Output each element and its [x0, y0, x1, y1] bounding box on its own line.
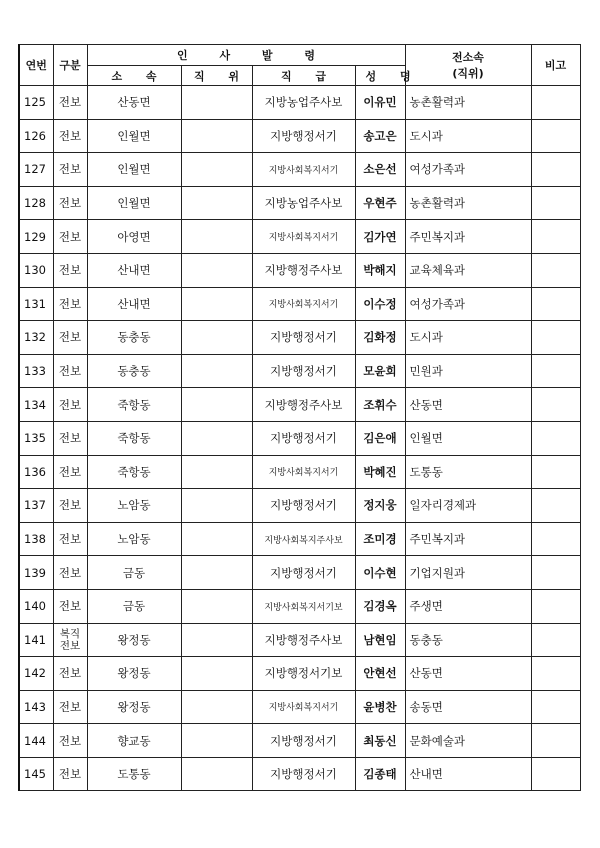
- row-name: 남현임: [355, 623, 405, 657]
- row-type: 전보: [53, 690, 87, 724]
- row-remarks: [531, 388, 580, 422]
- row-org: 동충동: [87, 354, 181, 388]
- table-header: [19, 45, 580, 86]
- table-row: [19, 690, 580, 724]
- row-type: 전보: [53, 589, 87, 623]
- table-row: [19, 321, 580, 355]
- row-org: 왕정동: [87, 690, 181, 724]
- row-remarks: [531, 186, 580, 220]
- row-type: 전보: [53, 354, 87, 388]
- row-type: 전보: [53, 421, 87, 455]
- header-type: 구분: [53, 45, 87, 86]
- row-previous-dept: 주민복지과: [405, 220, 531, 254]
- row-position: [181, 757, 252, 791]
- row-grade: 지방행정서기: [252, 489, 355, 523]
- row-number: 127: [19, 153, 53, 187]
- row-number: 125: [19, 86, 53, 120]
- row-remarks: [531, 321, 580, 355]
- row-org: 죽항동: [87, 388, 181, 422]
- row-previous-dept: 송동면: [405, 690, 531, 724]
- row-previous-dept: 여성가족과: [405, 287, 531, 321]
- table-row: [19, 287, 580, 321]
- row-type-line: 복직: [59, 627, 81, 640]
- row-remarks: [531, 220, 580, 254]
- row-number: 129: [19, 220, 53, 254]
- row-position: [181, 354, 252, 388]
- table-row: [19, 153, 580, 187]
- row-name: 이수현: [355, 556, 405, 590]
- row-name: 조미경: [355, 522, 405, 556]
- row-position: [181, 287, 252, 321]
- row-org: 노암동: [87, 522, 181, 556]
- header-previous-dept-sub: (직위): [452, 67, 484, 80]
- table-row: [19, 354, 580, 388]
- table-row: [19, 589, 580, 623]
- row-grade: 지방행정서기: [252, 119, 355, 153]
- row-number: 138: [19, 522, 53, 556]
- row-remarks: [531, 724, 580, 758]
- table-row: [19, 388, 580, 422]
- row-remarks: [531, 657, 580, 691]
- row-grade: 지방행정서기보: [252, 657, 355, 691]
- row-remarks: [531, 86, 580, 120]
- row-grade: 지방사회복지서기: [252, 690, 355, 724]
- row-position: [181, 522, 252, 556]
- row-remarks: [531, 690, 580, 724]
- table-row: [19, 724, 580, 758]
- row-org: 산내면: [87, 253, 181, 287]
- row-position: [181, 690, 252, 724]
- row-grade: 지방농업주사보: [252, 86, 355, 120]
- table-row: [19, 86, 580, 120]
- table-row: [19, 757, 580, 791]
- row-number: 131: [19, 287, 53, 321]
- row-remarks: [531, 455, 580, 489]
- table-row: [19, 556, 580, 590]
- row-name: 이유민: [355, 86, 405, 120]
- row-grade: 지방농업주사보: [252, 186, 355, 220]
- header-no: 연번: [19, 45, 53, 86]
- row-type: 전보: [53, 86, 87, 120]
- row-type: 전보: [53, 657, 87, 691]
- row-position: [181, 321, 252, 355]
- row-previous-dept: 도통동: [405, 455, 531, 489]
- row-position: [181, 724, 252, 758]
- row-remarks: [531, 489, 580, 523]
- row-remarks: [531, 556, 580, 590]
- row-previous-dept: 여성가족과: [405, 153, 531, 187]
- row-previous-dept: 도시과: [405, 119, 531, 153]
- row-org: 죽항동: [87, 421, 181, 455]
- row-position: [181, 657, 252, 691]
- row-type: 전보: [53, 455, 87, 489]
- row-grade: 지방행정주사보: [252, 623, 355, 657]
- row-previous-dept: 산내면: [405, 757, 531, 791]
- row-previous-dept: 농촌활력과: [405, 86, 531, 120]
- header-previous-dept-label: 전소속: [452, 51, 484, 64]
- row-position: [181, 253, 252, 287]
- row-previous-dept: 주민복지과: [405, 522, 531, 556]
- row-number: 126: [19, 119, 53, 153]
- header-previous-dept: [405, 45, 531, 86]
- table-row: [19, 522, 580, 556]
- row-position: [181, 623, 252, 657]
- row-org: 죽항동: [87, 455, 181, 489]
- row-number: 145: [19, 757, 53, 791]
- row-org: 금동: [87, 556, 181, 590]
- row-number: 130: [19, 253, 53, 287]
- row-remarks: [531, 253, 580, 287]
- row-type: 전보: [53, 186, 87, 220]
- table-row: [19, 253, 580, 287]
- row-remarks: [531, 623, 580, 657]
- row-position: [181, 388, 252, 422]
- row-position: [181, 220, 252, 254]
- row-type: 전보: [53, 522, 87, 556]
- table-body: [19, 86, 580, 791]
- row-org: 산내면: [87, 287, 181, 321]
- row-name: 박혜진: [355, 455, 405, 489]
- row-previous-dept: 주생면: [405, 589, 531, 623]
- row-name: 김가연: [355, 220, 405, 254]
- row-number: 140: [19, 589, 53, 623]
- row-position: [181, 421, 252, 455]
- row-type: 전보: [53, 757, 87, 791]
- row-number: 143: [19, 690, 53, 724]
- row-remarks: [531, 589, 580, 623]
- table-row: [19, 455, 580, 489]
- table-row: [19, 186, 580, 220]
- row-previous-dept: 산동면: [405, 657, 531, 691]
- row-previous-dept: 도시과: [405, 321, 531, 355]
- row-position: [181, 589, 252, 623]
- table-row: [19, 119, 580, 153]
- row-name: 모윤희: [355, 354, 405, 388]
- row-number: 137: [19, 489, 53, 523]
- row-position: [181, 153, 252, 187]
- row-previous-dept: 산동면: [405, 388, 531, 422]
- row-number: 141: [19, 623, 53, 657]
- row-remarks: [531, 287, 580, 321]
- row-number: 139: [19, 556, 53, 590]
- row-name: 김종태: [355, 757, 405, 791]
- row-type: 전보: [53, 253, 87, 287]
- row-grade: 지방사회복지서기: [252, 455, 355, 489]
- row-grade: 지방행정주사보: [252, 253, 355, 287]
- row-grade: 지방행정서기: [252, 724, 355, 758]
- header-remarks: 비고: [531, 45, 580, 86]
- row-type: 전보: [53, 388, 87, 422]
- table-row: [19, 657, 580, 691]
- row-previous-dept: 동충동: [405, 623, 531, 657]
- row-previous-dept: 인월면: [405, 421, 531, 455]
- row-remarks: [531, 421, 580, 455]
- row-grade: 지방사회복지서기: [252, 287, 355, 321]
- row-grade: 지방행정서기: [252, 556, 355, 590]
- row-type: 전보: [53, 724, 87, 758]
- row-name: 이수정: [355, 287, 405, 321]
- row-org: 산동면: [87, 86, 181, 120]
- row-name: 안현선: [355, 657, 405, 691]
- table-row: [19, 623, 580, 657]
- row-name: 우현주: [355, 186, 405, 220]
- header-position: 직 위: [181, 66, 252, 86]
- row-org: 인월면: [87, 186, 181, 220]
- row-org: 도통동: [87, 757, 181, 791]
- row-grade: 지방사회복지주사보: [252, 522, 355, 556]
- row-position: [181, 186, 252, 220]
- row-position: [181, 455, 252, 489]
- table-row: [19, 220, 580, 254]
- row-type: 전보: [53, 287, 87, 321]
- header-org: 소 속: [87, 66, 181, 86]
- personnel-table: [18, 44, 581, 791]
- row-remarks: [531, 354, 580, 388]
- row-org: 노암동: [87, 489, 181, 523]
- row-name: 송고은: [355, 119, 405, 153]
- row-grade: 지방사회복지서기: [252, 220, 355, 254]
- row-grade: 지방사회복지서기보: [252, 589, 355, 623]
- table-row: [19, 421, 580, 455]
- row-remarks: [531, 522, 580, 556]
- row-org: 왕정동: [87, 657, 181, 691]
- row-type: 전보: [53, 321, 87, 355]
- row-type: 전보: [53, 489, 87, 523]
- row-number: 134: [19, 388, 53, 422]
- header-appointment: 인 사 발 령: [87, 45, 405, 66]
- row-previous-dept: 교육체육과: [405, 253, 531, 287]
- row-position: [181, 489, 252, 523]
- row-previous-dept: 일자리경제과: [405, 489, 531, 523]
- row-name: 조휘수: [355, 388, 405, 422]
- row-remarks: [531, 119, 580, 153]
- row-position: [181, 556, 252, 590]
- row-org: 인월면: [87, 119, 181, 153]
- row-org: 인월면: [87, 153, 181, 187]
- row-previous-dept: 기업지원과: [405, 556, 531, 590]
- row-name: 김은애: [355, 421, 405, 455]
- row-name: 김화정: [355, 321, 405, 355]
- header-name: 성 명: [355, 66, 405, 86]
- row-previous-dept: 민원과: [405, 354, 531, 388]
- row-type-line: 전보: [59, 639, 81, 652]
- row-name: 김경옥: [355, 589, 405, 623]
- row-name: 박해지: [355, 253, 405, 287]
- row-number: 144: [19, 724, 53, 758]
- row-grade: 지방사회복지서기: [252, 153, 355, 187]
- row-previous-dept: 문화예술과: [405, 724, 531, 758]
- row-name: 정지웅: [355, 489, 405, 523]
- row-number: 128: [19, 186, 53, 220]
- row-position: [181, 119, 252, 153]
- row-org: 향교동: [87, 724, 181, 758]
- row-remarks: [531, 153, 580, 187]
- header-grade: 직 급: [252, 66, 355, 86]
- row-type: 전보: [53, 556, 87, 590]
- row-number: 135: [19, 421, 53, 455]
- row-type: 전보: [53, 153, 87, 187]
- row-org: 금동: [87, 589, 181, 623]
- row-name: 윤병찬: [355, 690, 405, 724]
- row-grade: 지방행정서기: [252, 354, 355, 388]
- row-grade: 지방행정서기: [252, 757, 355, 791]
- row-name: 최동신: [355, 724, 405, 758]
- row-type: 전보: [53, 220, 87, 254]
- row-position: [181, 86, 252, 120]
- row-previous-dept: 농촌활력과: [405, 186, 531, 220]
- table-row: [19, 489, 580, 523]
- row-org: 왕정동: [87, 623, 181, 657]
- row-org: 동충동: [87, 321, 181, 355]
- row-type: 전보: [53, 119, 87, 153]
- row-grade: 지방행정서기: [252, 421, 355, 455]
- row-number: 142: [19, 657, 53, 691]
- row-org: 아영면: [87, 220, 181, 254]
- row-number: 132: [19, 321, 53, 355]
- row-number: 133: [19, 354, 53, 388]
- row-number: 136: [19, 455, 53, 489]
- row-grade: 지방행정서기: [252, 321, 355, 355]
- row-name: 소은선: [355, 153, 405, 187]
- row-grade: 지방행정주사보: [252, 388, 355, 422]
- row-remarks: [531, 757, 580, 791]
- row-type: [53, 623, 87, 657]
